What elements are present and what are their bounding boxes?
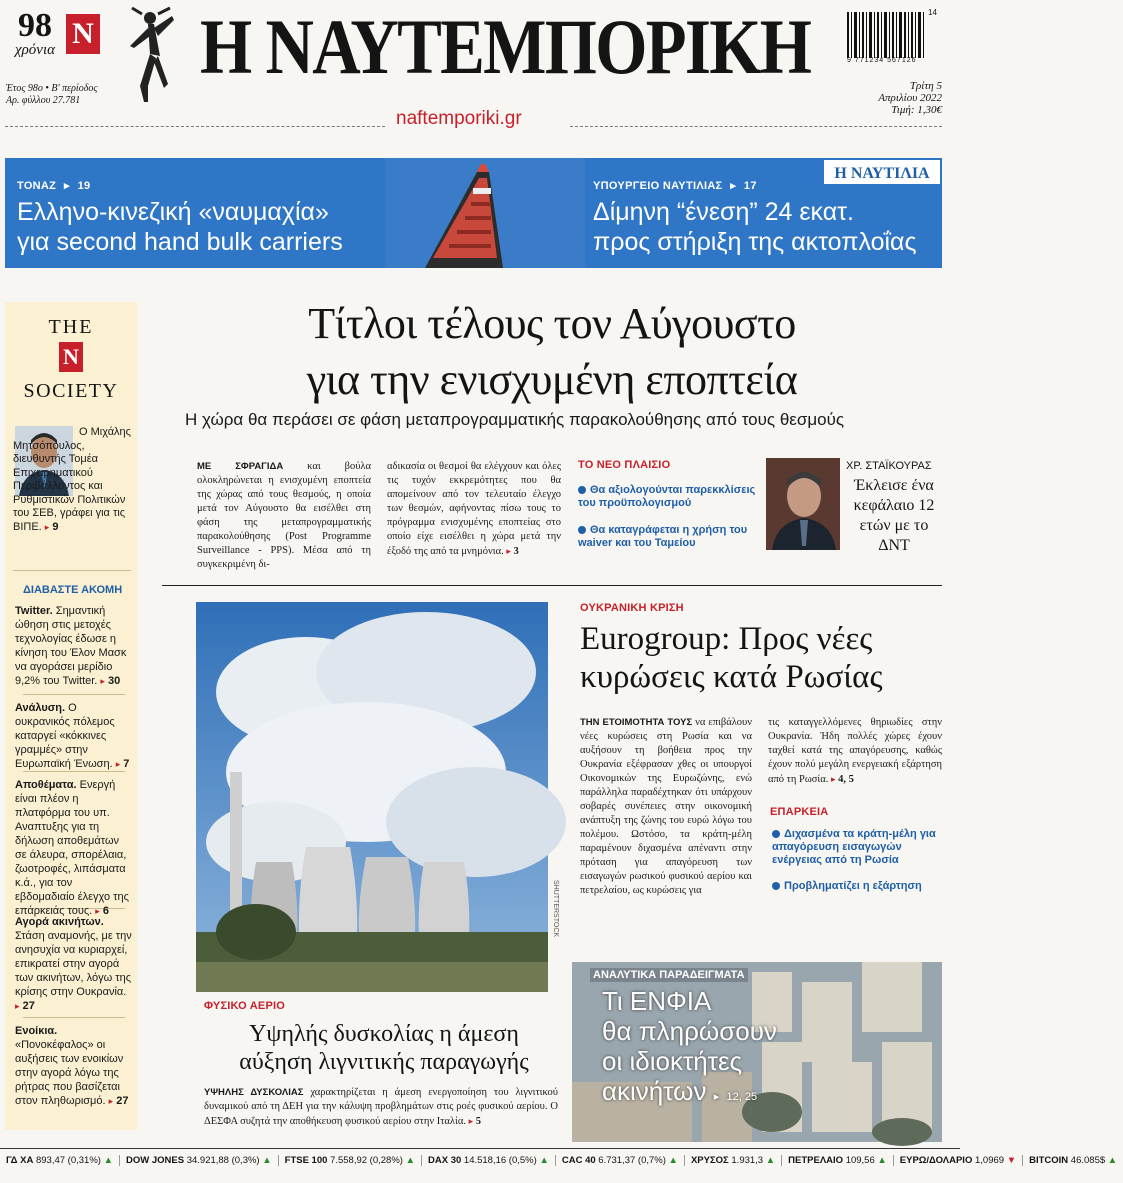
n-logo-badge: N (66, 14, 100, 54)
list-item[interactable] (15, 1024, 133, 1108)
date-day: Τρίτη 5 (909, 80, 942, 92)
enfia-line-1: Τι ΕΝΦΙΑ (602, 986, 712, 1016)
gas-headline-line-1: Υψηλής δυσκολίας η άμεση (249, 1021, 519, 1047)
sidebar-divider (13, 570, 131, 571)
enfia-line-2: θα πληρώσουν (602, 1016, 777, 1046)
list-item[interactable] (15, 604, 133, 688)
market-ticker (0, 1148, 1118, 1172)
item-page: 27 (22, 1000, 35, 1012)
item-page: 7 (123, 758, 130, 770)
sidebar (5, 302, 137, 1130)
eurogroup-col1-text: να επιβάλουν νέες κυρώσεις στη Ρωσία και να αυξήσουν τη βοήθεια προς την Ουκρανία εξέφρασαν χθες οι υπουργοί Οικονομικών της Ευρωζώνης, ενώ παράλληλα παραδέχτηκαν ότι υπάρχουν σοβαρές συνέπειες στην οικονομική ανάπτυξη της ζώνης του ευρώ λόγω του πολέμου. Ωστόσο, τα κράτη-μέλη παραμένουν διχασμένα απέναντι στην πρόταση για απαγόρευση των εισαγωγών ρωσικού φυσικού αερίου και πετρελαίου, ως κυρώσεις για (580, 717, 752, 896)
banner-left-headline-1[interactable]: Ελληνο-κινεζική «ναυμαχία» (17, 198, 329, 226)
ticker-label: CAC 40 (561, 1155, 596, 1166)
anniversary-years (6, 7, 64, 59)
price: Τιμή: 1,30€ (891, 104, 942, 116)
banner-right-headline-2[interactable]: προς στήριξη της ακτοπλοΐας (593, 228, 917, 256)
date-price (878, 80, 942, 116)
framework-bullet-2[interactable] (578, 524, 758, 550)
ticker-value: 1,0969 (974, 1155, 1005, 1166)
gas-kicker: ΦΥΣΙΚΟ ΑΕΡΙΟ (204, 1000, 285, 1012)
ticker-item (0, 1155, 120, 1166)
arrow-icon: ▸ (726, 180, 740, 192)
adequacy-bullet-1[interactable] (772, 828, 942, 867)
issue-number: Αρ. φύλλου 27.781 (6, 95, 81, 106)
eurogroup-col2-text: τις καταγγελλόμενες θηριωδίες στην Ουκρανία. Ήδη πολλές χώρες έχουν ταχθεί κατά της απαγόρευσης, καθώς έχουν πολύ μεγάλη ενεργειακή εξάρτηση από τη Ρωσία. (768, 717, 942, 785)
power-plant-photo (196, 602, 548, 992)
banner-right-page: 17 (743, 180, 757, 192)
years-number: 98 (18, 7, 52, 44)
banner-left-kicker: ΤΟΝΑΖ (17, 180, 57, 192)
item-text: Ο ουκρανικός πόλεμος καταργεί «κόκκινες γραμμές» στην Ευρωπαϊκή Ένωση. (15, 702, 115, 770)
eurogroup-col1-lead: ΤΗΝ ΕΤΟΙΜΟΤΗΤΑ ΤΟΥΣ (580, 717, 693, 728)
eurogroup-column-1 (580, 716, 752, 898)
arrow-icon: ▸ (108, 1096, 114, 1106)
up-arrow-icon: ▲ (405, 1155, 415, 1166)
barcode-number: 9 771234 567126 (847, 57, 917, 64)
item-text: Ενεργή είναι πλέον η πλατφόρμα του υπ. Αναπτυξης για τη δήλωση αποθεμάτων σε άλευρα, σπορέλαια, ζωοτροφές, λιπάσματα κ.ά., για τον εβδομαδιαίο έλεγχο της επάρκειάς τους. (15, 779, 129, 917)
item-lead: Ενοίκια. (15, 1025, 58, 1037)
down-arrow-icon: ▼ (1006, 1155, 1017, 1166)
society-n-badge: N (59, 342, 83, 372)
up-arrow-icon: ▲ (103, 1155, 113, 1166)
ticker-item (782, 1155, 894, 1166)
eurogroup-col2-pages: 4, 5 (838, 774, 854, 785)
bullet-dot-icon (772, 882, 780, 890)
bullet-text: Διχασμένα τα κράτη-μέλη για απαγόρευση εισαγωγών ενέργειας από τη Ρωσία (772, 828, 936, 866)
enfia-line-4 (602, 1076, 777, 1112)
enfia-line-3: οι ιδιοκτήτες (602, 1046, 743, 1076)
eurogroup-headline-line-2: κυρώσεις κατά Ρωσίας (580, 659, 883, 695)
bullet-text: Προβληματίζει η εξάρτηση (784, 880, 922, 892)
list-item[interactable] (15, 778, 133, 917)
ticker-value: 34.921,88 (0,3%) (186, 1155, 260, 1166)
ticker-item (1023, 1155, 1123, 1166)
up-arrow-icon: ▲ (539, 1155, 549, 1166)
list-item[interactable] (15, 701, 133, 770)
issue-info (6, 83, 97, 107)
eurogroup-kicker: ΟΥΚΡΑΝΙΚΗ ΚΡΙΣΗ (580, 602, 684, 614)
up-arrow-icon: ▲ (668, 1155, 678, 1166)
arrow-icon: ▸ (468, 1116, 474, 1126)
ticker-label: ΧΡΥΣΟΣ (690, 1155, 729, 1166)
ticker-label: FTSE 100 (284, 1155, 328, 1166)
ticker-item (279, 1155, 422, 1166)
ticker-value: 893,47 (0,31%) (35, 1155, 101, 1166)
more-list (15, 604, 133, 1108)
ticker-item (120, 1155, 279, 1166)
item-lead: Αποθέματα. (15, 779, 77, 791)
lead-subhead: Η χώρα θα περάσει σε φάση μεταπρογραμματικής παρακολούθησης από τους θεσμούς (185, 410, 845, 429)
arrow-icon: ▸ (100, 676, 105, 686)
ticker-label: ΓΔ ΧΑ (6, 1155, 34, 1166)
ticker-label: ΠΕΤΡΕΛΑΙΟ (788, 1155, 844, 1166)
years-label: χρόνια (15, 42, 55, 58)
ticker-value: 6.731,37 (0,7%) (598, 1155, 666, 1166)
quote-kicker: ΧΡ. ΣΤΑΪΚΟΥΡΑΣ (846, 460, 932, 472)
arrow-icon: ▸ (95, 906, 100, 916)
adequacy-bullet-2[interactable] (772, 880, 942, 893)
list-item[interactable] (15, 915, 133, 1011)
list-divider (23, 1017, 125, 1018)
gas-headline-line-2: αύξηση λιγνιτικής παραγωγής (239, 1049, 529, 1075)
ticker-label: ΕΥΡΩ/ΔΟΛΑΡΙΟ (899, 1155, 973, 1166)
banner-right-headline-1[interactable]: Δίμηνη “ένεση” 24 εκατ. (593, 198, 854, 226)
gas-body (204, 1086, 558, 1129)
eurogroup-headline[interactable] (580, 620, 950, 696)
ticker-value: 7.558,92 (0,28%) (330, 1155, 403, 1166)
enfia-pages: 12, 25 (726, 1091, 758, 1103)
hermes-figure-icon (120, 6, 182, 106)
date-month: Απριλίου 2022 (878, 92, 942, 104)
item-page: 27 (116, 1095, 129, 1107)
eurogroup-headline-line-1: Eurogroup: Προς νέες (580, 621, 873, 657)
list-divider (23, 771, 125, 772)
society-word: SOCIETY (23, 380, 119, 402)
profile-text[interactable] (13, 426, 131, 534)
more-heading: ΔΙΑΒΑΣΤΕ ΑΚΟΜΗ (23, 584, 123, 596)
enfia-headline (602, 986, 777, 1112)
lead-col2-text: αδικασία οι θεσμοί θα ελέγχουν και όλες τις τυχόν εκκρεμότητες που θα απομείνουν από τον τελευταίο έλεγχο των θεσμών, αφήνοντας πίσω τους το πρόγραμμα ενισχυμένης εποπτείας στο οποίο είχε εισέλθει η χώρα μετά την έξοδό της από τα μνημόνια. (387, 461, 561, 557)
arrow-icon: ▸ (44, 521, 50, 532)
arrow-icon: ▸ (831, 774, 836, 784)
item-text: Στάση αναμονής, με την ανησυχία να κυριαρχεί, επικρατεί στην αγορά των ακινήτων, λόγω της κρίσης στην Ουκρανία. (15, 930, 132, 998)
new-framework-kicker: ΤΟ ΝΕΟ ΠΛΑΙΣΙΟ (578, 459, 671, 471)
arrow-icon: ▸ (60, 180, 74, 192)
lead-headline-line-1: Τίτλοι τέλους τον Αύγουστο (308, 299, 796, 348)
lead-col2-page: 3 (513, 546, 519, 557)
bullet-dot-icon (578, 526, 586, 534)
lead-col1-lead: ΜΕ ΣΦΡΑΓΙΔΑ (197, 461, 284, 472)
arrow-icon: ▸ (15, 1001, 20, 1011)
up-arrow-icon: ▲ (765, 1155, 776, 1166)
top-banner[interactable] (5, 158, 942, 268)
bullet-dot-icon (578, 486, 586, 494)
gas-page: 5 (475, 1116, 482, 1127)
section-divider (162, 585, 942, 586)
gas-body-text: χαρακτηρίζεται η άμεση ενεργοποίηση του λιγνιτικού δυναμικού από τη ΔΕΗ για την κάλυψη προβλημάτων στις ροές φυσικού αερίου. Ο ΔΕΣΦΑ συζητά την αποθήκευση φυσικού αερίου στην Ιταλία. (204, 1087, 559, 1127)
ticker-value: 109,56 (845, 1155, 875, 1166)
arrow-icon: ▸ (506, 546, 511, 556)
item-lead: Twitter. (15, 605, 53, 617)
item-lead: Ανάλυση. (15, 702, 66, 714)
bullet-text: Θα αξιολογούνται παρεκκλίσεις του προϋπολογισμού (578, 484, 756, 509)
lead-column-1 (197, 460, 371, 572)
framework-bullet-1[interactable] (578, 484, 758, 510)
photo-credit: SHUTTERSTOCK (552, 880, 559, 938)
ticker-label: DAX 30 (428, 1155, 462, 1166)
list-divider (23, 694, 125, 695)
ticker-label: DOW JONES (126, 1155, 185, 1166)
enfia-feature[interactable] (572, 962, 942, 1142)
item-page: 30 (108, 675, 121, 687)
enfia-kicker: ΑΝΑΛΥΤΙΚΑ ΠΑΡΑΔΕΙΓΜΑΤΑ (590, 968, 748, 982)
gas-headline[interactable] (204, 1020, 564, 1076)
up-arrow-icon: ▲ (877, 1155, 887, 1166)
ticker-item (894, 1155, 1023, 1166)
ticker-label: BITCOIN (1029, 1155, 1069, 1166)
enfia-line-4-text: ακινήτων (602, 1076, 707, 1106)
arrow-icon: ▸ (115, 759, 121, 769)
ticker-value: 46.085$ (1070, 1155, 1106, 1166)
masthead-divider-right (570, 126, 942, 127)
item-text: «Πονοκέφαλος» οι αυξήσεις των ενοικίων στην αγορά λόγω της ρήτρας που βασίζεται στον πληθωρισμό. (15, 1039, 124, 1107)
lead-col1-text: και βούλα ολοκληρώνεται η ενισχυμένη εποπτεία της χώρας από τους θεσμούς, η οποία μετά τον Αύγουστο θα εισέλθει στη φάση της μεταπρογραμματικής παρακολούθησης (Post Programme Surveillance - PPS). Μέσα από τη συγκεκριμένη δι- (197, 461, 372, 570)
bullet-dot-icon (772, 830, 780, 838)
arrow-icon: ▸ (713, 1091, 720, 1103)
item-lead: Αγορά ακινήτων. (15, 916, 104, 928)
eurogroup-column-2 (768, 716, 942, 787)
lead-headline-line-2: για την ενισχυμένη εποπτεία (306, 355, 798, 404)
profile-text-body: Ο Μιχάλης Μητσόπουλος, διευθυντής Τομέα Επιχειρηματικού Περιβάλλοντος και Ρυθμιστικών Πολιτικών του ΣΕΒ, γράφει για τις ΒΙΠΕ. (13, 426, 131, 533)
portrait-staikouras (766, 458, 840, 550)
banner-left-page: 19 (77, 180, 91, 192)
banner-left-headline-2[interactable]: για second hand bulk carriers (17, 228, 343, 256)
ticker-item (422, 1155, 556, 1166)
website-link[interactable]: naftemporiki.gr (396, 108, 522, 129)
newspaper-logo: Η ΝΑΥΤΕΜΠΟΡΙΚΗ (200, 3, 811, 90)
up-arrow-icon: ▲ (1107, 1155, 1118, 1166)
quote-text: Έκλεισε ένα κεφάλαιο 12 ετών με το ΔΝΤ (853, 477, 935, 554)
issue-year: Έτος 98ο • Β' περίοδος (6, 83, 98, 94)
society-the: THE (48, 316, 94, 338)
profile-page: 9 (52, 520, 59, 533)
lead-column-2 (387, 460, 561, 559)
item-page: 6 (102, 905, 109, 917)
ticker-item (556, 1155, 685, 1166)
section-badge-nautilia: Η ΝΑΥΤΙΛΙΑ (822, 158, 942, 186)
adequacy-kicker: ΕΠΑΡΚΕΙΑ (770, 806, 829, 818)
banner-right-kicker: ΥΠΟΥΡΓΕΙΟ ΝΑΥΤΙΛΙΑΣ (593, 180, 723, 192)
up-arrow-icon: ▲ (262, 1155, 272, 1166)
gas-body-lead: ΥΨΗΛΗΣ ΔΥΣΚΟΛΙΑΣ (204, 1087, 304, 1098)
ticker-value: 14.518,16 (0,5%) (463, 1155, 537, 1166)
ship-photo (385, 158, 585, 268)
lead-headline[interactable] (162, 296, 942, 408)
bullet-text: Θα καταγράφεται η χρήση του waiver και του Ταμείου (578, 524, 748, 549)
item-text: Σημαντική ώθηση στις μετοχές τεχνολογίας έδωσε η κίνηση του Έλον Μασκ να αγοράσει μερίδιο 9,2% του Twitter. (15, 605, 127, 687)
ticker-item (685, 1155, 782, 1166)
masthead-divider-left (5, 126, 385, 127)
barcode-addon: 14 (928, 8, 937, 17)
ticker-value: 1.931,3 (731, 1155, 764, 1166)
